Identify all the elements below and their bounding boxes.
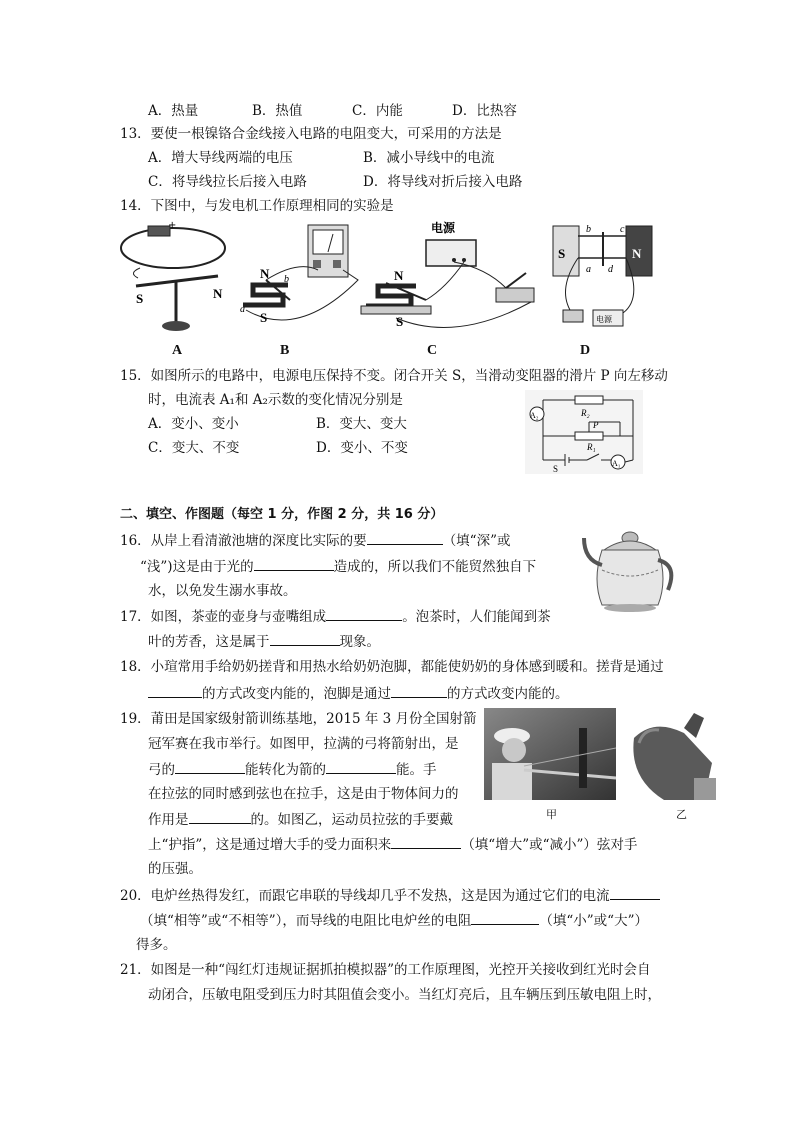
q19-blank-3[interactable]: [189, 809, 251, 824]
q13-option-a: A．增大导线两端的电压: [148, 150, 293, 166]
battery-label: 电源: [596, 315, 612, 324]
q16-blank-1[interactable]: [367, 530, 443, 545]
archer-photo-jia: [484, 708, 616, 800]
svg-text:N: N: [632, 246, 642, 261]
magnet-n-label: N: [213, 286, 223, 301]
figure-jia-label: 甲: [546, 808, 557, 821]
q19-line2: 冠军赛在我市举行。如图甲，拉满的弓将箭射出，是: [148, 736, 459, 752]
figure-yi-label: 乙: [676, 808, 687, 821]
figure-c-label: C: [427, 343, 438, 358]
svg-text:+: +: [168, 220, 177, 231]
q15-option-c: C．变大、不变: [148, 440, 240, 456]
q18-blank-2[interactable]: [391, 683, 447, 698]
q21-line2: 动闭合，压敏电阻受到压力时其阻值会变小。当红灯亮后，且车辆压到压敏电阻上时，: [148, 987, 661, 1003]
q15-stem-line2: 时，电流表 A₁和 A₂示数的变化情况分别是: [148, 392, 403, 408]
q20-line2: （填“相等”或“不相等”），而导线的电阻比电炉丝的电阻 （填“小”或“大”）: [140, 910, 648, 931]
q16-line3: 水，以免发生溺水事故。: [148, 583, 297, 599]
q17-line1: 17．如图，茶壶的壶身与壶嘴组成 。泡茶时，人们能闻到茶: [120, 606, 551, 627]
svg-text:a: a: [586, 264, 591, 275]
svg-text:S: S: [558, 246, 566, 261]
q16-line2: “浅”)这是由于光的 造成的，所以我们不能贸然独自下: [140, 556, 536, 577]
figure-d-rod-in-field: [548, 218, 658, 338]
q16-line1: 16．从岸上看清澈池塘的深度比实际的要 （填“深”或: [120, 530, 511, 551]
slider-p-label: P: [593, 420, 599, 430]
q20-line3: 得多。: [136, 937, 177, 953]
q19-line7: 的压强。: [148, 861, 202, 877]
q21-line1: 21．如图是一种“闯红灯违规证据抓拍模拟器”的工作原理图，光控开关接收到红光时会自: [120, 962, 651, 978]
q14-stem: 14．下图中，与发电机工作原理相同的实验是: [120, 198, 394, 214]
q15-option-b: B．变大、变大: [316, 416, 407, 432]
q20-line1: 20．电炉丝热得发红，而跟它串联的导线却几乎不发热，这是因为通过它们的电流: [120, 885, 660, 906]
q19-blank-1[interactable]: [175, 759, 245, 774]
figure-c-motor: [356, 218, 546, 343]
q17-blank-1[interactable]: [326, 606, 402, 621]
svg-text:S: S: [396, 314, 404, 329]
q15-option-d: D．变小、不变: [316, 440, 408, 456]
svg-text:b: b: [586, 224, 591, 235]
finger-guard-photo-yi: [624, 708, 716, 800]
q13-stem: 13．要使一根镍铬合金线接入电路的电阻变大，可采用的方法是: [120, 126, 502, 142]
q16-blank-2[interactable]: [254, 556, 334, 571]
section-2-title: 二、填空、作图题（每空 1 分，作图 2 分，共 16 分）: [120, 507, 444, 522]
svg-text:N: N: [260, 266, 270, 281]
figure-a-label: A: [172, 343, 183, 358]
ammeter-a1-label: A₁: [612, 459, 621, 468]
q19-line6: 上“护指”，这是通过增大手的受力面积来 （填“增大”或“减小”）弦对手: [148, 834, 637, 855]
svg-text:c: c: [620, 224, 625, 235]
q19-line4: 在拉弦的同时感到弦也在拉手，这是由于物体间力的: [148, 786, 459, 802]
q15-stem-line1: 15．如图所示的电路中，电源电压保持不变。闭合开关 S，当滑动变阻器的滑片 P 向左移动: [120, 368, 668, 384]
q18-blank-1[interactable]: [148, 683, 202, 698]
q12-option-b: B．热值: [252, 103, 303, 119]
q19-line5: 作用是 的。如图乙，运动员拉弦的手要戴: [148, 809, 453, 830]
q13-option-c: C．将导线拉长后接入电路: [148, 174, 307, 190]
q17-line2: 叶的芳香，这是属于 现象。: [148, 631, 380, 652]
figure-d-label: D: [580, 343, 591, 358]
q19-line1: 19．莆田是国家级射箭训练基地，2015 年 3 月份全国射箭: [120, 711, 477, 727]
svg-text:d: d: [608, 264, 613, 275]
q15-circuit-diagram: [525, 390, 643, 474]
resistor-r1-label: R₁: [587, 442, 596, 452]
power-source-label: 电源: [431, 221, 456, 235]
figure-b-label: B: [280, 343, 290, 358]
q19-blank-4[interactable]: [391, 834, 461, 849]
figure-b-galvanometer: [238, 220, 368, 340]
q17-blank-2[interactable]: [270, 631, 340, 646]
q19-line3: 弓的 能转化为箭的 能。手: [148, 759, 437, 780]
q12-option-d: D．比热容: [452, 103, 517, 119]
magnet-s-label: S: [136, 291, 144, 306]
svg-text:a: a: [240, 304, 245, 315]
svg-text:S: S: [260, 310, 268, 325]
ammeter-a2-label: A₂: [530, 411, 539, 420]
q20-blank-1[interactable]: [610, 885, 660, 900]
svg-text:b: b: [284, 274, 289, 285]
switch-s-label: S: [553, 464, 559, 474]
q15-option-a: A．变小、变小: [148, 416, 239, 432]
teapot-image: [582, 520, 674, 620]
q18-line2: 的方式改变内能的，泡脚是通过 的方式改变内能的。: [148, 683, 569, 704]
q13-option-d: D．将导线对折后接入电路: [363, 174, 523, 190]
q19-blank-2[interactable]: [326, 759, 396, 774]
figure-a-compass: [118, 218, 238, 338]
resistor-r2-label: R₂: [581, 408, 590, 418]
q20-blank-2[interactable]: [471, 910, 539, 925]
q13-option-b: B．减小导线中的电流: [363, 150, 495, 166]
svg-text:N: N: [394, 268, 404, 283]
q18-line1: 18．小瑄常用手给奶奶搓背和用热水给奶奶泡脚，都能使奶奶的身体感到暖和。搓背是通过: [120, 659, 664, 675]
q12-option-a: A．热量: [148, 103, 199, 119]
q12-option-c: C．内能: [352, 103, 403, 119]
